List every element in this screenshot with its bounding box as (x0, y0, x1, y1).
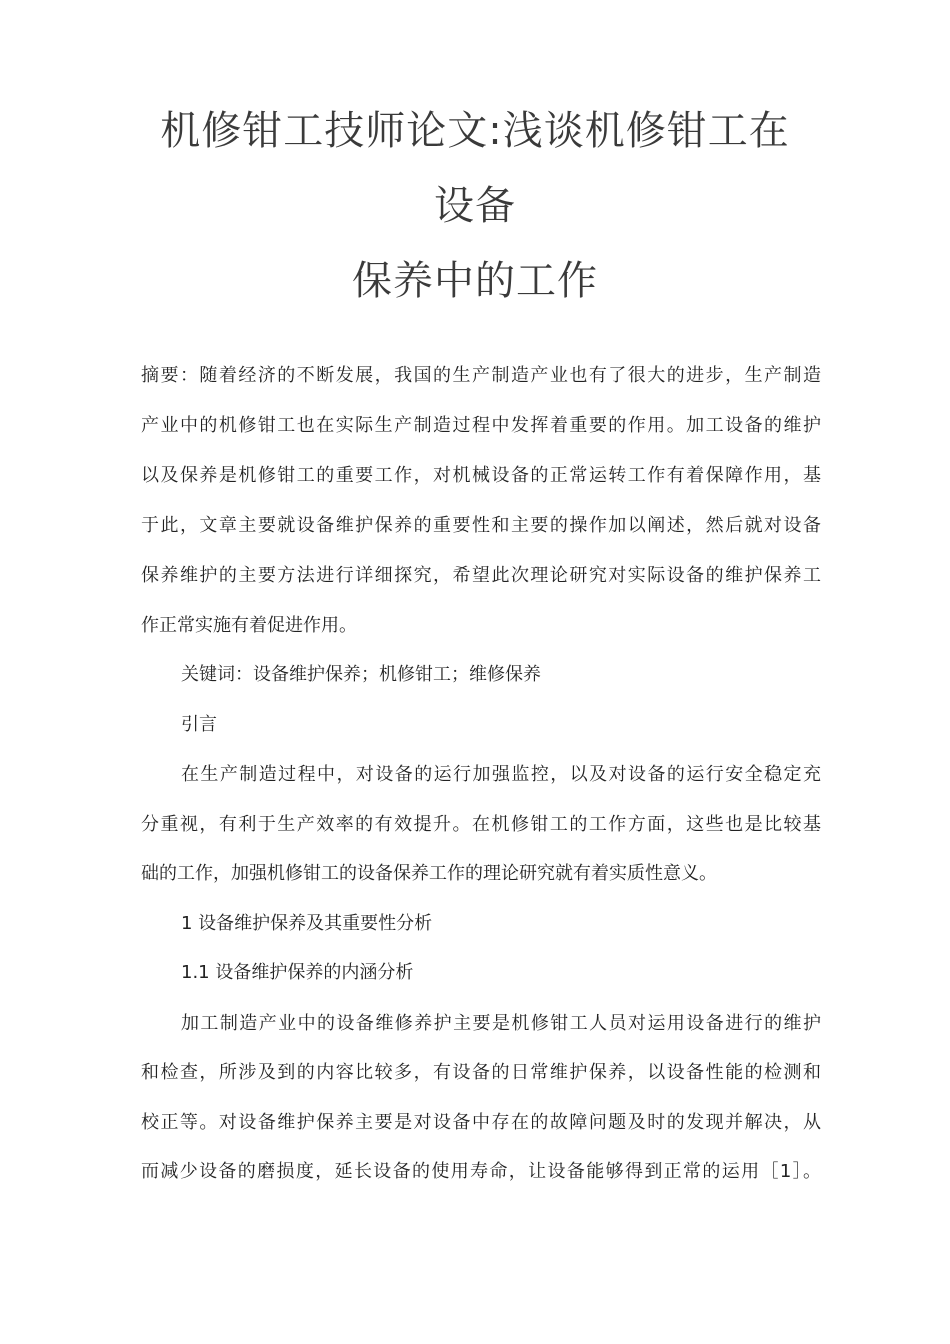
abstract-line: 摘要：随着经济的不断发展，我国的生产制造产业也有了很大的进步，生产制造 (141, 365, 821, 386)
section-1-1-line: 而减少设备的磨损度，延长设备的使用寿命，让设备能够得到正常的运用［1］。 (141, 1161, 821, 1182)
abstract-line: 以及保养是机修钳工的重要工作，对机械设备的正常运转工作有着保障作用，基 (141, 465, 821, 486)
abstract-line: 产业中的机修钳工也在实际生产制造过程中发挥着重要的作用。加工设备的维护 (141, 415, 821, 436)
section-1-heading: 1 设备维护保养及其重要性分析 (181, 913, 433, 934)
abstract-line: 作正常实施有着促进作用。 (141, 615, 357, 636)
section-1-1-line: 校正等。对设备维护保养主要是对设备中存在的故障问题及时的发现并解决，从 (141, 1112, 821, 1133)
abstract-line: 于此，文章主要就设备维护保养的重要性和主要的操作加以阐述，然后就对设备 (141, 515, 821, 536)
section-1-1-line: 和检查，所涉及到的内容比较多，有设备的日常维护保养，以设备性能的检测和 (141, 1062, 821, 1083)
document-title-line-2: 设备 (434, 183, 516, 229)
intro-line: 分重视，有利于生产效率的有效提升。在机修钳工的工作方面，这些也是比较基 (141, 814, 821, 835)
intro-line: 在生产制造过程中，对设备的运行加强监控，以及对设备的运行安全稳定充 (181, 764, 821, 785)
intro-heading: 引言 (181, 714, 217, 735)
section-1-1-line: 加工制造产业中的设备维修养护主要是机修钳工人员对运用设备进行的维护 (181, 1013, 821, 1034)
section-1-1-heading: 1.1 设备维护保养的内涵分析 (181, 962, 414, 983)
intro-line: 础的工作，加强机修钳工的设备保养工作的理论研究就有着实质性意义。 (141, 863, 717, 884)
abstract-line: 保养维护的主要方法进行详细探究，希望此次理论研究对实际设备的维护保养工 (141, 565, 821, 586)
document-title-line-3: 保养中的工作 (352, 258, 598, 304)
document-title-line-1: 机修钳工技师论文:浅谈机修钳工在 (160, 108, 790, 154)
keywords: 关键词：设备维护保养；机修钳工；维修保养 (181, 664, 541, 685)
